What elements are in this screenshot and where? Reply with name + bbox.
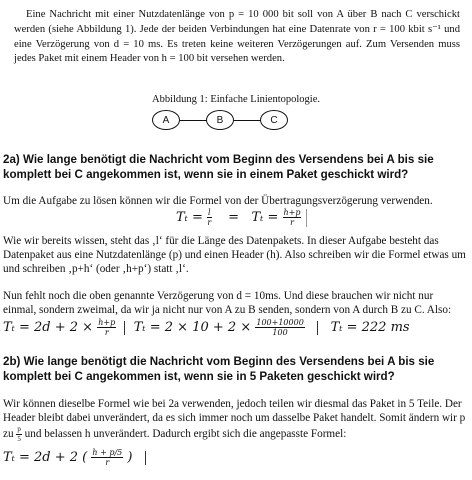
node-c: C: [260, 110, 288, 130]
node-a: A: [152, 110, 180, 130]
f1-rhs-fraction: [283, 208, 302, 227]
f1-rhs: Tₜ =: [251, 210, 279, 225]
q2a-paragraph-3: Nun fehlt noch die oben genannte Verzögerung von d = 10ms. Und diese brauchen wir nicht nur einmal, sondern zweimal, da wir ja nicht nur von A zu B senden, sondern von A durch B zu C. Also:: [3, 290, 452, 316]
figure-caption: Abbildung 1: Einfache Linientopologie.: [152, 94, 320, 105]
f3-lhs: Tₜ = 2d + 2 (: [3, 450, 88, 465]
f2-a: Tₜ = 2d + 2 ×: [3, 320, 94, 335]
f1-fraction: [207, 208, 212, 227]
q2b-paragraph-1: [3, 397, 469, 444]
f2-c: Tₜ = 222 ms: [330, 320, 410, 335]
q2b-p1-tail: und belassen h unverändert. Dadurch ergibt sich die angepasste Formel:: [24, 428, 347, 441]
f2-b-num: 100+10000: [256, 318, 304, 327]
f2-b: Tₜ = 2 × 10 + 2 ×: [133, 320, 252, 335]
f3-num: h + p/5: [92, 448, 123, 457]
f1-mid: =: [228, 210, 240, 225]
f2-b-fraction: [255, 318, 304, 337]
q2b-p1-text: Wir können dieselbe Formel wie bei 2a verwenden, jedoch teilen wir diesmal das Paket in 5 Teile. Der Header bleibt dabei unverändert, da es sich immer noch um dasselbe Paket handelt. Somit ändern wir p zu: [3, 398, 466, 441]
f2-a-fraction: [97, 318, 116, 337]
f1-lhs: Tₜ =: [176, 210, 203, 225]
f2-divider-2: [317, 321, 318, 335]
q2a-paragraph-1: Um die Aufgabe zu lösen können wir die Formel von der Übertragungsverzögerung verwenden.: [3, 195, 433, 207]
f3-divider: [145, 451, 146, 465]
q2b-frac-den: 5: [17, 435, 21, 443]
f1-divider: [306, 209, 307, 227]
f1-num: l: [208, 208, 211, 217]
f3-den: r: [105, 458, 110, 467]
formula-transmission-delay: [176, 208, 307, 227]
q2b-frac-num: p: [17, 425, 21, 433]
formula-five-packets: [3, 448, 146, 467]
f3-close: ): [127, 450, 133, 465]
f3-fraction: [91, 448, 123, 467]
question-2a-heading: 2a) Wie lange benötigt die Nachricht vom Beginn des Versendens bei A bis sie komplett bei C angekommen ist, wenn sie in einem Paket geschickt wird?: [3, 153, 434, 181]
formula-total-delay: [3, 318, 469, 337]
q2a-paragraph-2: Wie wir bereits wissen, steht das ‚l‘ für die Länge des Datenpakets. In dieser Aufgabe besteht das Datenpaket aus eine Nutzdatenlänge (p) und einen Header (h). Also schreiben wir die Formel etwas um und schreiben ‚p+h‘ (oder ‚h+p‘) statt ‚l‘.: [3, 235, 466, 275]
f2-a-num: h+p: [98, 318, 116, 327]
f1-den: r: [207, 218, 212, 227]
f2-divider-1: [124, 321, 125, 335]
f2-b-den: 100: [272, 328, 288, 337]
node-b: B: [206, 110, 234, 130]
q2b-p-over-5: [16, 425, 22, 444]
intro-paragraph: [14, 8, 460, 67]
intro-text: Eine Nachricht mit einer Nutzdatenlänge von p = 10 000 bit soll von A über B nach C verschickt werden (siehe Abbildung 1). Jede der beiden Verbindungen hat eine Datenrate von r = 100 kbit s⁻¹ und eine Verzögerung von d = 10 ms. Es treten keine weiteren Verzögerungen auf. Zum Versenden muss jedes Paket mit einem Header von h = 100 bit versehen werden.: [14, 9, 460, 65]
f1-rhs-den: r: [290, 218, 294, 227]
f1-rhs-num: h+p: [283, 208, 301, 217]
f2-a-den: r: [104, 328, 109, 337]
question-2b-heading: 2b) Wie lange benötigt die Nachricht vom Beginn des Versendens bei A bis sie komplett bei C angekommen ist, wenn sie in 5 Paketen geschickt wird?: [3, 355, 435, 383]
